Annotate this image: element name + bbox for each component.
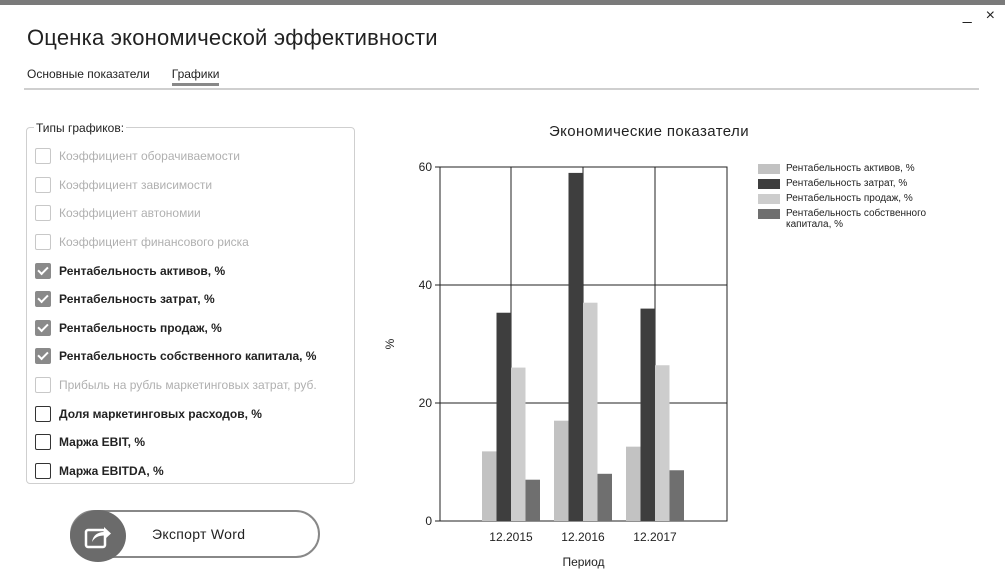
tab-bar: [27, 67, 219, 86]
close-button[interactable]: ×: [985, 7, 995, 24]
export-word-button[interactable]: [70, 510, 320, 558]
export-word-label: Экспорт Word: [152, 526, 246, 542]
checkbox: [35, 205, 51, 221]
bar: [554, 421, 569, 521]
checkbox[interactable]: [35, 406, 51, 422]
chart-type-option[interactable]: [35, 314, 317, 343]
bar: [583, 303, 598, 521]
legend-swatch: [758, 209, 780, 219]
chart-legend: [758, 163, 966, 234]
chart-type-option[interactable]: [35, 256, 317, 285]
chart-type-option[interactable]: [35, 457, 317, 486]
chart-type-option[interactable]: [35, 342, 317, 371]
checkbox[interactable]: [35, 434, 51, 450]
bar: [655, 365, 670, 521]
checkbox-label: Рентабельность затрат, %: [59, 292, 215, 307]
legend-item: [758, 208, 966, 230]
checkbox-label: Прибыль на рубль маркетинговых затрат, руб.: [59, 378, 317, 393]
chart-type-option: [35, 199, 317, 228]
checkbox-label: Рентабельность активов, %: [59, 263, 226, 278]
checkbox-label: Маржа EBITDA, %: [59, 463, 164, 478]
checkbox-label: Рентабельность собственного капитала, %: [59, 349, 317, 364]
checkbox[interactable]: [35, 263, 51, 279]
checkbox-label: Коэффициент зависимости: [59, 177, 213, 192]
tab-main-indicators[interactable]: Основные показатели: [27, 67, 150, 81]
y-tick-label: 0: [425, 514, 432, 528]
legend-swatch: [758, 194, 780, 204]
bar: [670, 470, 685, 521]
checkbox: [35, 148, 51, 164]
checkbox[interactable]: [35, 320, 51, 336]
checkbox-label: Коэффициент автономии: [59, 206, 201, 221]
chart-title: Экономические показатели: [549, 123, 749, 140]
checkbox: [35, 177, 51, 193]
checkbox-label: Маржа EBIT, %: [59, 435, 145, 450]
legend-label: Рентабельность продаж, %: [786, 193, 913, 204]
share-export-icon: [70, 510, 126, 562]
page-title: Оценка экономической эффективности: [27, 25, 438, 50]
bar: [497, 313, 512, 521]
legend-label: Рентабельность активов, %: [786, 163, 915, 174]
bar: [598, 474, 613, 521]
bar-chart: [380, 150, 740, 574]
checkbox[interactable]: [35, 291, 51, 307]
chart-types-list: [35, 142, 317, 485]
checkbox-label: Доля маркетинговых расходов, %: [59, 406, 262, 421]
bar: [569, 173, 584, 521]
window-top-border: [0, 0, 1005, 5]
legend-item: [758, 163, 966, 174]
minimize-button[interactable]: _: [962, 7, 972, 24]
chart-type-option: [35, 171, 317, 200]
x-axis-label: Период: [562, 555, 605, 569]
checkbox-label: Коэффициент оборачиваемости: [59, 149, 240, 164]
checkbox[interactable]: [35, 348, 51, 364]
bar: [626, 447, 641, 521]
tab-charts[interactable]: Графики: [172, 67, 220, 86]
chart-type-option: [35, 228, 317, 257]
chart-type-option: [35, 371, 317, 400]
bar: [511, 368, 526, 521]
y-axis-label: %: [383, 338, 397, 350]
checkbox: [35, 377, 51, 393]
legend-item: [758, 178, 966, 189]
chart-types-legend: Типы графиков:: [36, 121, 125, 135]
bar: [641, 309, 656, 521]
checkbox-label: Рентабельность продаж, %: [59, 320, 222, 335]
bar: [526, 480, 541, 521]
legend-swatch: [758, 179, 780, 189]
bar: [482, 451, 497, 521]
y-tick-label: 20: [418, 396, 432, 410]
legend-label: Рентабельность затрат, %: [786, 178, 908, 189]
checkbox: [35, 234, 51, 250]
tabs-divider: [24, 88, 979, 90]
chart-type-option[interactable]: [35, 285, 317, 314]
checkbox-label: Коэффициент финансового риска: [59, 235, 249, 250]
x-tick-label: 12.2016: [561, 530, 605, 544]
legend-swatch: [758, 164, 780, 174]
x-tick-label: 12.2015: [489, 530, 533, 544]
chart-type-option[interactable]: [35, 399, 317, 428]
y-tick-label: 40: [418, 278, 432, 292]
window-controls: [963, 8, 995, 24]
legend-item: [758, 193, 966, 204]
legend-label: Рентабельность собственного капитала, %: [786, 208, 927, 230]
x-tick-label: 12.2017: [633, 530, 677, 544]
checkbox[interactable]: [35, 463, 51, 479]
chart-type-option: [35, 142, 317, 171]
y-tick-label: 60: [418, 160, 432, 174]
chart-type-option[interactable]: [35, 428, 317, 457]
